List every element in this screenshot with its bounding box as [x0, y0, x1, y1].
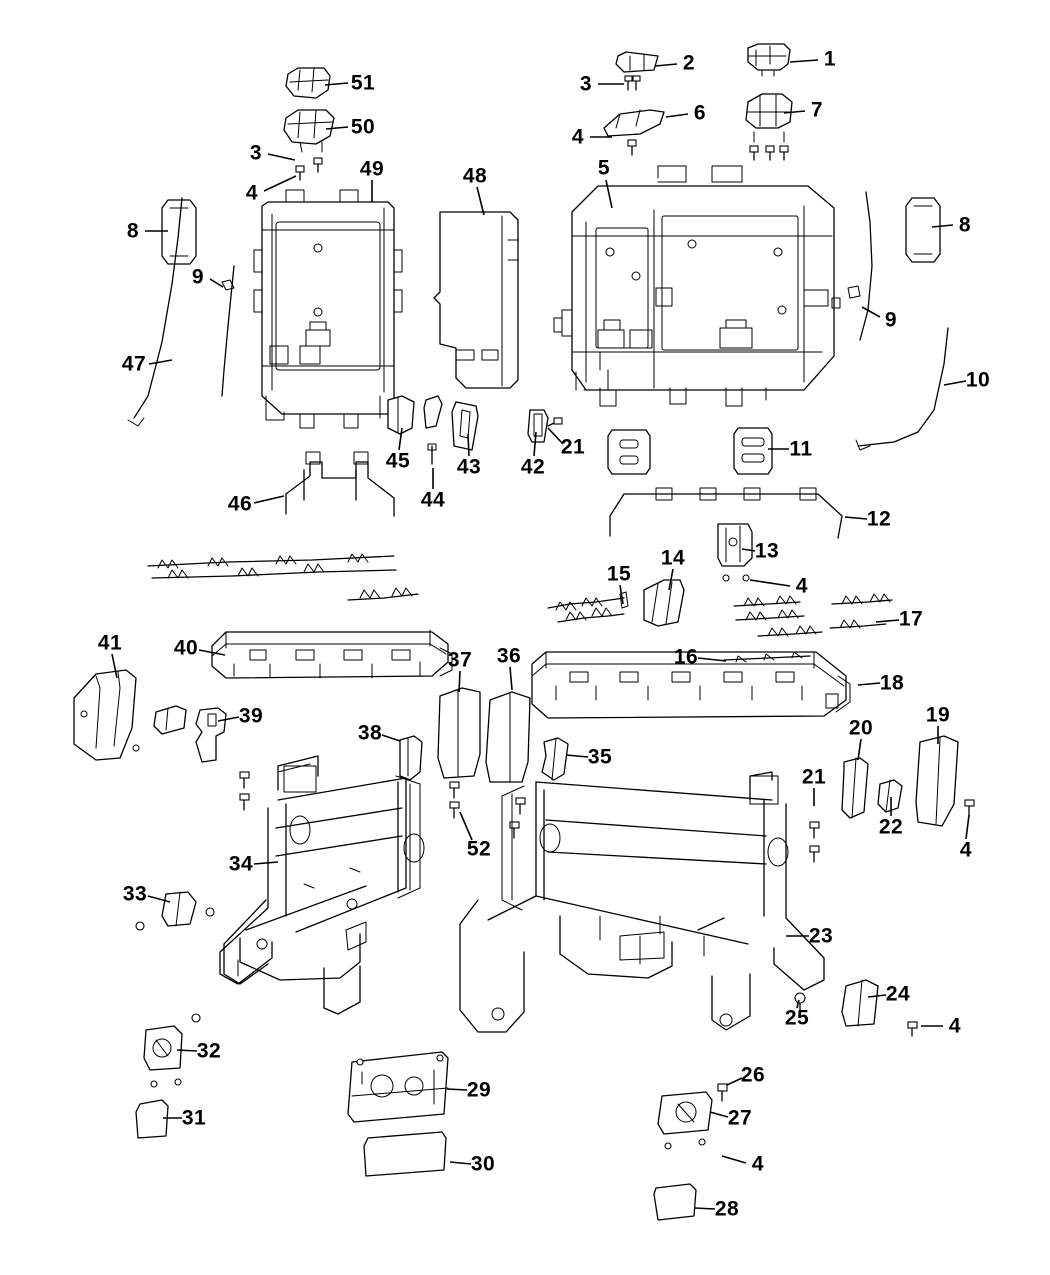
callout-15: 15	[606, 562, 632, 586]
callout-3a: 3	[579, 72, 593, 96]
part-17-springs	[734, 594, 892, 636]
part-1-bracket	[748, 44, 790, 76]
leader-2	[655, 64, 677, 66]
callout-46: 46	[227, 492, 253, 516]
callout-1: 1	[823, 47, 837, 71]
callout-8b: 8	[958, 213, 972, 237]
part-6-cover	[604, 110, 664, 136]
callout-51: 51	[350, 71, 376, 95]
leader-27	[710, 1112, 728, 1117]
callout-8a: 8	[126, 219, 140, 243]
leader-18	[858, 683, 880, 685]
callout-37: 37	[447, 648, 473, 672]
leader-4b	[264, 176, 296, 191]
leader-9b	[862, 307, 880, 317]
leader-29	[447, 1089, 467, 1090]
part-31-cover	[136, 1100, 168, 1138]
leader-52	[460, 812, 472, 840]
part-51-cover	[286, 68, 330, 98]
leader-20	[858, 739, 861, 760]
part-49-seatback-frame-left	[254, 190, 402, 428]
part-9-right-rod	[848, 192, 872, 340]
leader-38	[382, 735, 400, 741]
callout-13: 13	[754, 539, 780, 563]
part-29-panel	[348, 1052, 448, 1122]
callout-4c: 4	[795, 574, 809, 598]
callout-5: 5	[597, 156, 611, 180]
part-7-bracket	[746, 94, 792, 160]
leader-9a	[210, 279, 223, 287]
part-24-trim	[842, 980, 878, 1026]
leader-37	[459, 671, 460, 692]
part-33-bracket	[136, 892, 214, 930]
part-22-clip	[878, 780, 902, 812]
part-20-bracket	[842, 758, 868, 818]
callout-41: 41	[97, 631, 123, 655]
part-4-screws-c	[723, 575, 749, 581]
leader-6	[666, 114, 688, 117]
callout-27: 27	[727, 1106, 753, 1130]
leader-10	[944, 381, 966, 385]
part-37-trim	[438, 688, 480, 778]
part-11-left-plate	[608, 430, 650, 474]
part-10-cable	[856, 328, 948, 450]
callout-18: 18	[879, 671, 905, 695]
callout-29: 29	[466, 1078, 492, 1102]
part-14-bracket	[644, 580, 684, 626]
callout-34: 34	[228, 852, 254, 876]
callout-21a: 21	[560, 435, 586, 459]
callout-25: 25	[784, 1006, 810, 1030]
part-5-seatback-frame-right	[554, 166, 840, 406]
callout-21b: 21	[801, 765, 827, 789]
part-35-clip	[542, 738, 568, 780]
part-39-bushing	[154, 706, 186, 734]
part-21-screws	[810, 822, 819, 862]
callout-38: 38	[357, 721, 383, 745]
part-9-left-rod	[222, 266, 234, 396]
leader-48	[477, 187, 484, 215]
callout-24: 24	[885, 982, 911, 1006]
leader-28	[695, 1208, 715, 1209]
part-40-cushion-frame-left	[212, 630, 452, 678]
leader-34	[254, 862, 278, 864]
part-8-right-bolster	[906, 198, 940, 262]
callout-50: 50	[350, 115, 376, 139]
part-27-cover	[658, 1092, 712, 1149]
part-screws-39	[240, 772, 249, 810]
callout-9a: 9	[191, 265, 205, 289]
part-48-panel	[434, 212, 518, 388]
callout-12: 12	[866, 507, 892, 531]
callout-9b: 9	[884, 308, 898, 332]
callout-3b: 3	[249, 141, 263, 165]
part-36-trim	[486, 692, 530, 782]
callout-17: 17	[898, 607, 924, 631]
leader-3b	[268, 154, 295, 160]
part-4-screw-d	[965, 800, 974, 816]
callout-33: 33	[122, 882, 148, 906]
part-2-clip	[616, 52, 658, 72]
leader-5	[606, 180, 612, 208]
callout-16: 16	[673, 645, 699, 669]
part-4-screw-a	[628, 140, 636, 155]
callout-36: 36	[496, 644, 522, 668]
callout-43: 43	[456, 455, 482, 479]
part-39-bracket	[196, 708, 226, 762]
callout-31: 31	[181, 1106, 207, 1130]
callout-39: 39	[238, 704, 264, 728]
part-23-seat-track-right	[460, 772, 824, 1032]
callout-4d: 4	[959, 838, 973, 862]
leader-43	[468, 434, 469, 456]
part-19-trim	[916, 736, 958, 826]
leader-36	[510, 667, 512, 690]
callout-4b: 4	[245, 181, 259, 205]
callout-7: 7	[810, 98, 824, 122]
leader-12	[845, 517, 867, 519]
part-26-screw	[718, 1084, 727, 1101]
part-30-panel	[364, 1132, 446, 1176]
part-46-wire-frame	[286, 452, 394, 516]
callout-11: 11	[789, 437, 813, 461]
leader-1	[790, 60, 818, 62]
callout-48: 48	[462, 164, 488, 188]
callout-35: 35	[587, 745, 613, 769]
callout-28: 28	[714, 1197, 740, 1221]
leader-17	[876, 620, 899, 622]
callout-4f: 4	[751, 1152, 765, 1176]
part-16-trim-strip	[724, 652, 810, 662]
part-4-screw-e	[908, 1022, 917, 1036]
callout-30: 30	[470, 1152, 496, 1176]
callout-44: 44	[420, 488, 446, 512]
part-springs-upper-left	[148, 554, 418, 600]
callout-6: 6	[693, 101, 707, 125]
leader-26	[727, 1078, 742, 1085]
leader-4d	[966, 815, 969, 839]
callout-40: 40	[173, 636, 199, 660]
leader-47	[149, 360, 172, 364]
callout-49: 49	[359, 157, 385, 181]
callout-2: 2	[682, 51, 696, 75]
part-28-cover	[654, 1184, 696, 1220]
callout-20: 20	[848, 716, 874, 740]
leader-lines	[112, 60, 972, 1209]
callout-4a: 4	[571, 125, 585, 149]
leader-4c	[750, 580, 790, 586]
leader-16	[698, 658, 726, 661]
leader-46	[254, 496, 284, 503]
part-50-bracket	[284, 110, 334, 180]
part-34-seat-track-left	[220, 756, 424, 1014]
leader-30	[450, 1162, 471, 1164]
leader-35	[566, 755, 588, 757]
callout-19: 19	[925, 703, 951, 727]
callout-42: 42	[520, 455, 546, 479]
part-13-bracket	[718, 524, 752, 566]
leader-32	[177, 1050, 197, 1051]
part-15-springs	[548, 592, 628, 622]
part-44-pin	[424, 396, 442, 464]
callout-10: 10	[965, 368, 991, 392]
part-41-trim-cover	[74, 670, 139, 760]
callout-14: 14	[660, 546, 686, 570]
callout-52: 52	[466, 837, 492, 861]
part-45-clip	[388, 396, 414, 434]
callout-22: 22	[878, 815, 904, 839]
part-43-bracket	[452, 402, 478, 450]
callout-4e: 4	[948, 1014, 962, 1038]
part-3-screws	[625, 76, 640, 90]
callout-45: 45	[385, 449, 411, 473]
part-11-right-plate	[734, 428, 772, 474]
part-38-bracket	[400, 736, 422, 780]
callout-32: 32	[196, 1039, 222, 1063]
leader-4f	[722, 1156, 746, 1163]
callout-47: 47	[121, 352, 147, 376]
callout-23: 23	[808, 924, 834, 948]
callout-26: 26	[740, 1063, 766, 1087]
